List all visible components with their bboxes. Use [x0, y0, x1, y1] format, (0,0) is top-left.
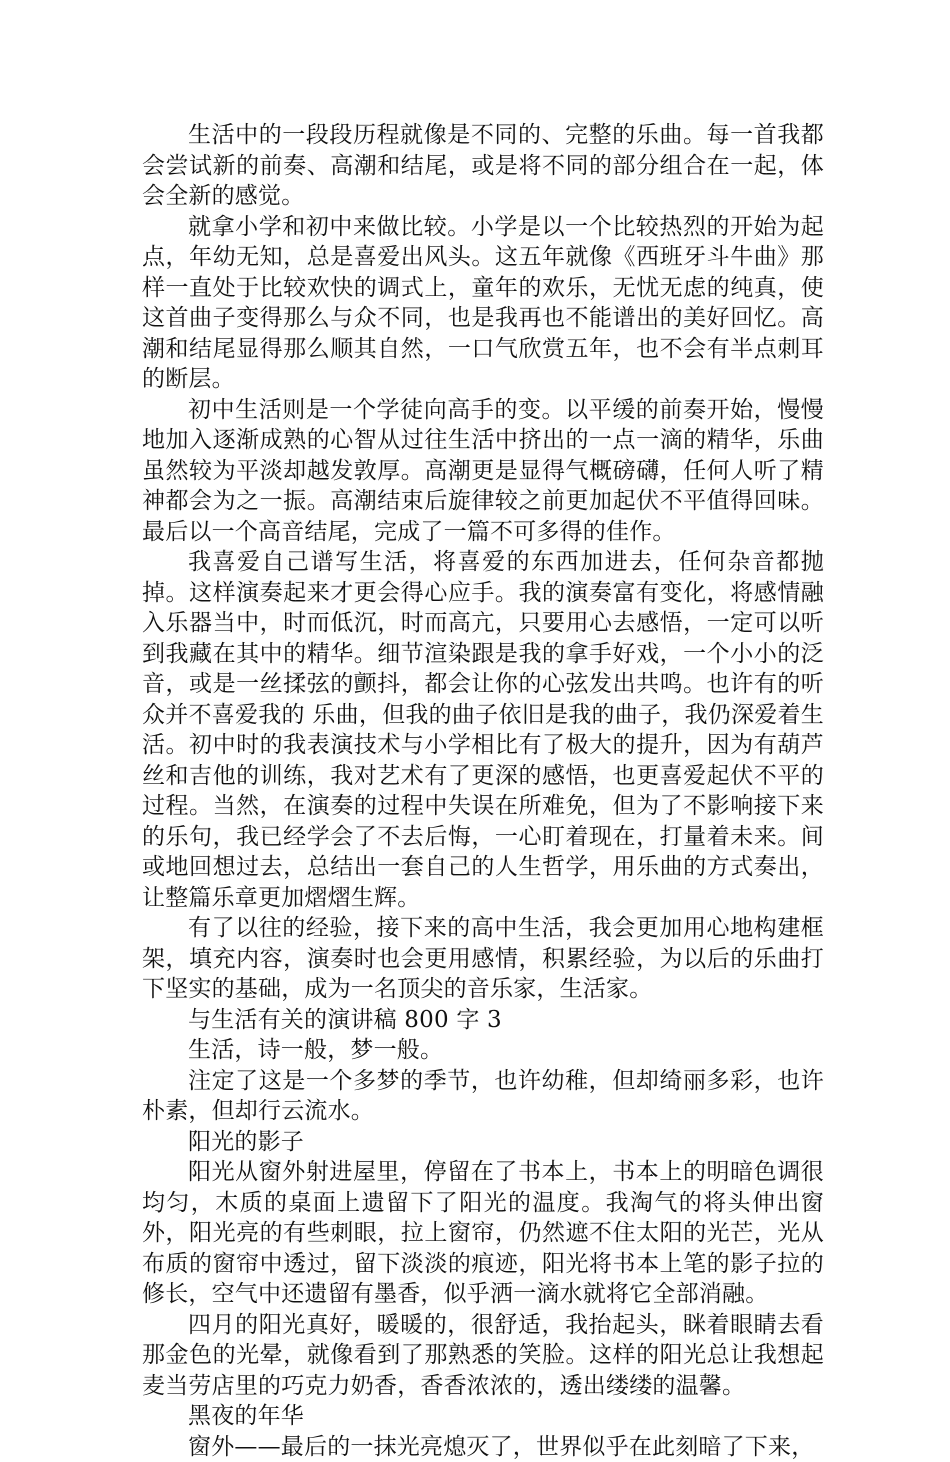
- paragraph: 我喜爱自己谱写生活，将喜爱的东西加进去，任何杂音都抛掉。这样演奏起来才更会得心应手。我的演奏富有变化，将感情融入乐器当中，时而低沉，时而高亢，只要用心去感悟，一定可以听到我藏在其中的精华。细节渲染跟是我的拿手好戏，一个小小的泛音，或是一丝揉弦的颤抖，都会让你的心弦发出共鸣。也许有的听众并不喜爱我的 乐曲，但我的曲子依旧是我的曲子，我仍深爱着生活。初中时的我表演技术与小学相比有了极大的提升，因为有葫芦丝和吉他的训练，我对艺术有了更深的感悟，也更喜爱起伏不平的过程。当然，在演奏的过程中失误在所难免，但为了不影响接下来的乐句，我已经学会了不去后悔，一心盯着现在，打量着未来。间或地回想过去，总结出一套自己的人生哲学，用乐曲的方式奏出，让整篇乐章更加熠熠生辉。: [142, 547, 824, 913]
- subheading: 黑夜的年华: [142, 1401, 824, 1432]
- paragraph: 注定了这是一个多梦的季节，也许幼稚，但却绮丽多彩，也许朴素，但却行云流水。: [142, 1066, 824, 1127]
- paragraph: 初中生活则是一个学徒向高手的变。以平缓的前奏开始，慢慢地加入逐渐成熟的心智从过往生活中挤出的一点一滴的精华，乐曲虽然较为平淡却越发敦厚。高潮更是显得气概磅礴，任何人听了精神都会为之一振。高潮结束后旋律较之前更加起伏不平值得回味。最后以一个高音结尾，完成了一篇不可多得的佳作。: [142, 395, 824, 548]
- paragraph: 阳光从窗外射进屋里，停留在了书本上，书本上的明暗色调很均匀，木质的桌面上遗留下了阳光的温度。我淘气的将头伸出窗外，阳光亮的有些刺眼，拉上窗帘，仍然遮不住太阳的光芒，光从布质的窗帘中透过，留下淡淡的痕迹，阳光将书本上笔的影子拉的修长，空气中还遗留有墨香，似乎洒一滴水就将它全部消融。: [142, 1157, 824, 1310]
- section-heading: 与生活有关的演讲稿 800 字 3: [142, 1005, 824, 1036]
- paragraph: 生活，诗一般，梦一般。: [142, 1035, 824, 1066]
- subheading: 阳光的影子: [142, 1127, 824, 1158]
- paragraph: 窗外——最后的一抹光亮熄灭了，世界似乎在此刻暗了下来，: [142, 1432, 824, 1462]
- paragraph: 四月的阳光真好，暖暖的，很舒适，我抬起头，眯着眼睛去看那金色的光晕，就像看到了那熟悉的笑脸。这样的阳光总让我想起麦当劳店里的巧克力奶香，香香浓浓的，透出缕缕的温馨。: [142, 1310, 824, 1402]
- paragraph: 生活中的一段段历程就像是不同的、完整的乐曲。每一首我都会尝试新的前奏、高潮和结尾，或是将不同的部分组合在一起，体会全新的感觉。: [142, 120, 824, 212]
- paragraph: 有了以往的经验，接下来的高中生活，我会更加用心地构建框架，填充内容，演奏时也会更用感情，积累经验，为以后的乐曲打下坚实的基础，成为一名顶尖的音乐家，生活家。: [142, 913, 824, 1005]
- paragraph: 就拿小学和初中来做比较。小学是以一个比较热烈的开始为起点，年幼无知，总是喜爱出风头。这五年就像《西班牙斗牛曲》那样一直处于比较欢快的调式上，童年的欢乐，无忧无虑的纯真，使这首曲子变得那么与众不同，也是我再也不能谱出的美好回忆。高潮和结尾显得那么顺其自然，一口气欣赏五年，也不会有半点刺耳的断层。: [142, 212, 824, 395]
- document-body: [142, 120, 824, 1462]
